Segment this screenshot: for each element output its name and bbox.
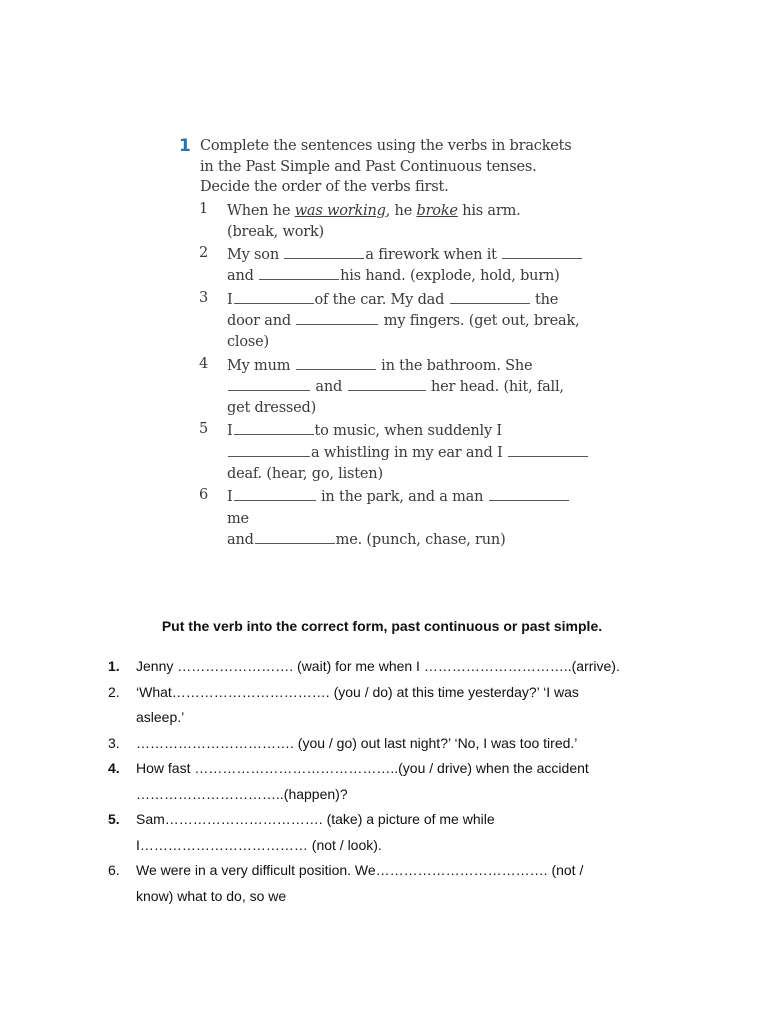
list-item: 5. Sam……………………………. (take) a picture of me while I……………………………… (not / look). (108, 807, 648, 858)
item-number: 2 (199, 245, 209, 262)
answer-blank[interactable] (234, 422, 314, 435)
list-number: 5. (108, 811, 120, 827)
item-number: 3 (199, 289, 209, 306)
list-item: 3. ……………………………. (you / go) out last night?’ ‘No, I was too tired.’ (108, 731, 648, 757)
exercise-1-item: 1 When he was working, he broke his arm. (break, work) (170, 201, 590, 244)
list-number: 2. (108, 683, 120, 700)
answer-blank[interactable] (234, 488, 316, 501)
exercise-1-item: 5 I to music, when suddenly I a whistling in my ear and I deaf. (hear, go, listen) (170, 421, 590, 485)
answer-blank[interactable] (450, 291, 530, 304)
item-number: 5 (199, 421, 209, 438)
answer-blank[interactable] (296, 357, 376, 370)
answer-blank[interactable] (296, 312, 378, 325)
exercise-1-item: 3 I of the car. My dad the door and my fingers. (get out, break, close) (170, 290, 590, 354)
list-item: 6. We were in a very difficult position. We………………………………. (not / know) what to do, so we (108, 858, 648, 909)
list-number: 3. (108, 734, 120, 751)
list-item: 1. Jenny ……………………. (wait) for me when I …………………………..(arrive). (108, 654, 648, 680)
textbook-exercise-1 (170, 136, 590, 553)
exercise-1-header (170, 136, 590, 198)
exercise-1-item: 4 My mum in the bathroom. She and her head. (hit, fall, get dressed) (170, 356, 590, 420)
exercise-1-items (170, 201, 590, 552)
list-number: 6. (108, 862, 120, 878)
list-item: 2. ‘What……………………………. (you / do) at this time yesterday?’ ‘I was asleep.’ (108, 680, 648, 731)
answer-blank[interactable] (255, 531, 335, 544)
example-answer: broke (416, 202, 458, 219)
example-answer: was working (294, 202, 386, 219)
list-number: 4. (108, 760, 120, 776)
answer-blank[interactable] (259, 267, 339, 280)
answer-blank[interactable] (228, 378, 310, 391)
exercise-number: 1 (179, 136, 191, 156)
answer-blank[interactable] (489, 488, 569, 501)
list-number: 1. (108, 658, 120, 674)
answer-blank[interactable] (348, 378, 426, 391)
answer-blank[interactable] (228, 444, 310, 457)
answer-blank[interactable] (284, 246, 364, 259)
list-item: 4. How fast ……………………………………..(you / drive) when the accident …………………………..(happen)? (108, 756, 648, 807)
exercise-1-instruction: Complete the sentences using the verbs in brackets in the Past Simple and Past Continuous tenses. Decide the order of the verbs first. (200, 138, 572, 195)
exercise-1-item: 6 I in the park, and a man me and me. (punch, chase, run) (170, 487, 590, 551)
exercise-1-item: 2 My son a firework when it and his hand. (explode, hold, burn) (170, 245, 590, 288)
item-number: 6 (199, 487, 209, 504)
typed-exercise (108, 618, 648, 909)
exercise-title: Put the verb into the correct form, past continuous or past simple. (161, 618, 603, 634)
item-number: 4 (199, 355, 209, 372)
answer-blank[interactable] (502, 246, 582, 259)
item-number: 1 (199, 200, 209, 217)
answer-blank[interactable] (508, 444, 588, 457)
answer-blank[interactable] (234, 291, 314, 304)
